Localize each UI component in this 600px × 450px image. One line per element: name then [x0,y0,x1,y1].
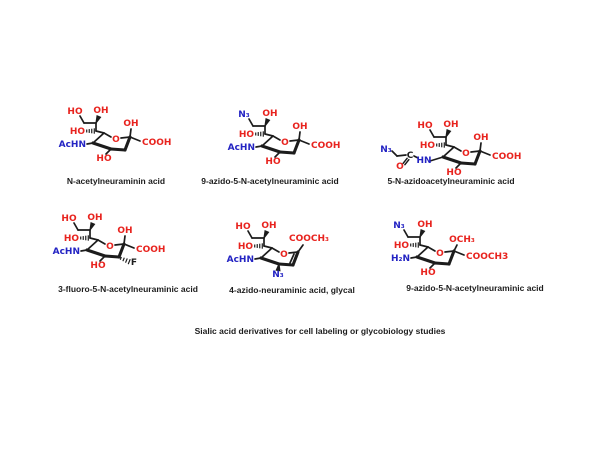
bold-bond [261,258,279,264]
structure-name-label: 9-azido-5-N-acetylneuraminic acid [201,176,339,186]
atom-label: HO [96,154,112,164]
bond [96,131,104,133]
structure-name-label: 5-N-azidoacetylneuraminic acid [387,176,515,186]
wedge-bond [95,115,101,123]
atom-label: COOH [142,138,172,148]
bond [90,238,98,240]
atom-label: COOH [492,152,522,162]
atom-label: HO [420,268,436,278]
bond [93,133,104,143]
structure-4-azido-neuraminic-acid-glycal [227,221,355,295]
bold-bond [294,140,299,153]
structure-n-acetylneuraminin-acid [59,106,172,186]
atom-label: OH [87,213,103,223]
bold-bond [262,146,280,152]
atom-label: OH [417,220,433,230]
bond [256,146,262,147]
hash-bond-tick [123,258,124,262]
bond [262,136,273,146]
atom-label: H₂N [390,254,410,264]
bond [397,155,406,156]
bond [446,145,454,147]
bold-bond [87,250,105,256]
atom-label: OH [262,109,278,119]
atom-label: HO [237,242,253,252]
bond [248,231,252,238]
atom-label: N₃ [380,145,392,155]
bond [80,116,84,123]
structure-9-azido-5-n-acetylneuraminic-acid [201,109,340,186]
bond [404,230,408,237]
atom-label: OH [117,226,133,236]
atom-label: COOCH₃ [289,234,329,244]
atom-label: AcHN [58,140,86,150]
atom-label: HO [67,107,83,117]
atom-label: N₃ [393,221,405,231]
atom-label: HO [90,261,106,271]
bond [428,247,435,251]
atom-label: C [406,151,414,161]
bond [272,248,279,252]
atom-label: HO [265,157,281,167]
atom-label: COOH [136,245,166,255]
atom-label: COOH [311,141,341,151]
atom-label: OH [261,221,277,231]
structure-name-label: 3-fluoro-5-N-acetylneuraminic acid [58,284,198,294]
atom-label: O [281,138,289,148]
atom-label: OH [443,120,459,130]
atom-label: OH [473,133,489,143]
atom-label: O [112,135,120,145]
bond [411,257,417,258]
bond [480,151,490,155]
bold-bond [417,257,435,263]
atom-label: HO [393,241,409,251]
atom-label: OH [292,122,308,132]
atom-label: O [462,149,470,159]
atom-label: HO [417,121,433,131]
structures-group [53,106,544,295]
bond [124,244,134,248]
bond [454,147,461,151]
bond [87,240,98,250]
bond [261,248,272,258]
bond [87,143,93,144]
bond [392,151,397,156]
bond [255,258,261,259]
bold-bond [119,244,124,257]
structure-name-label: 4-azido-neuraminic acid, glycal [229,285,355,295]
bold-bond [105,256,119,257]
bold-bond [280,152,294,153]
bond [454,251,464,255]
bond [264,246,272,248]
bold-bond [93,143,111,149]
atom-label: AcHN [226,255,254,265]
bond [130,137,140,141]
wedge-bond [445,129,451,137]
bond [273,136,280,140]
figure-caption: Sialic acid derivatives for cell labeling or glycobiology studies [194,326,446,336]
atom-label: HO [238,130,254,140]
atom-label: F [130,258,138,268]
atom-label: N₃ [272,270,284,280]
wedge-bond [89,222,95,230]
bond [420,245,428,247]
atom-label: HN [416,156,432,166]
atom-label: HO [69,127,85,137]
bold-bond [435,263,449,264]
atom-label: O [106,242,114,252]
structure-9-azido-5-n-acetylneuraminic-acid-ester [391,220,544,293]
atom-label: COOCH3 [466,252,509,262]
bond [299,140,309,144]
atom-label: O [396,162,404,172]
atom-label: O [436,249,444,259]
structure-name-label: N-acetylneuraminin acid [66,176,166,186]
wedge-bond [419,229,425,237]
bond [430,130,434,137]
atom-label: AcHN [227,143,255,153]
atom-label: O [280,250,288,260]
bond [104,133,111,137]
atom-label: HO [446,168,462,178]
atom-label: N₃ [238,110,250,120]
bold-bond [279,264,293,265]
bold-bond [461,163,475,164]
structure-5-n-azidoacetylneuraminic-acid [380,120,521,186]
bond [81,250,87,251]
atom-label: OH [123,119,139,129]
wedge-bond [263,230,269,238]
bond [249,119,253,126]
bond [417,247,428,257]
atom-label: OCH₃ [449,235,475,245]
bold-bond [475,151,480,164]
wedge-bond [264,118,270,126]
bold-bond [111,149,125,150]
structure-name-label: 9-azido-5-N-acetylneuraminic acid [406,283,544,293]
atom-label: AcHN [52,247,80,257]
atom-label: HO [61,214,77,224]
atom-label: HO [419,141,435,151]
hash-bond-tick [126,258,128,262]
atom-label: HO [235,222,251,232]
bold-bond [449,251,454,264]
atom-label: HO [63,234,79,244]
bond [74,223,78,230]
structure-3-fluoro-5-n-acetylneuraminic-acid [53,213,198,294]
bond [265,134,273,136]
bold-bond [443,157,461,163]
bond [98,240,105,244]
atom-label: OH [93,106,109,116]
bond [430,157,443,161]
hash-bond-tick [128,259,130,264]
bold-bond [125,137,130,150]
bond [443,147,454,157]
